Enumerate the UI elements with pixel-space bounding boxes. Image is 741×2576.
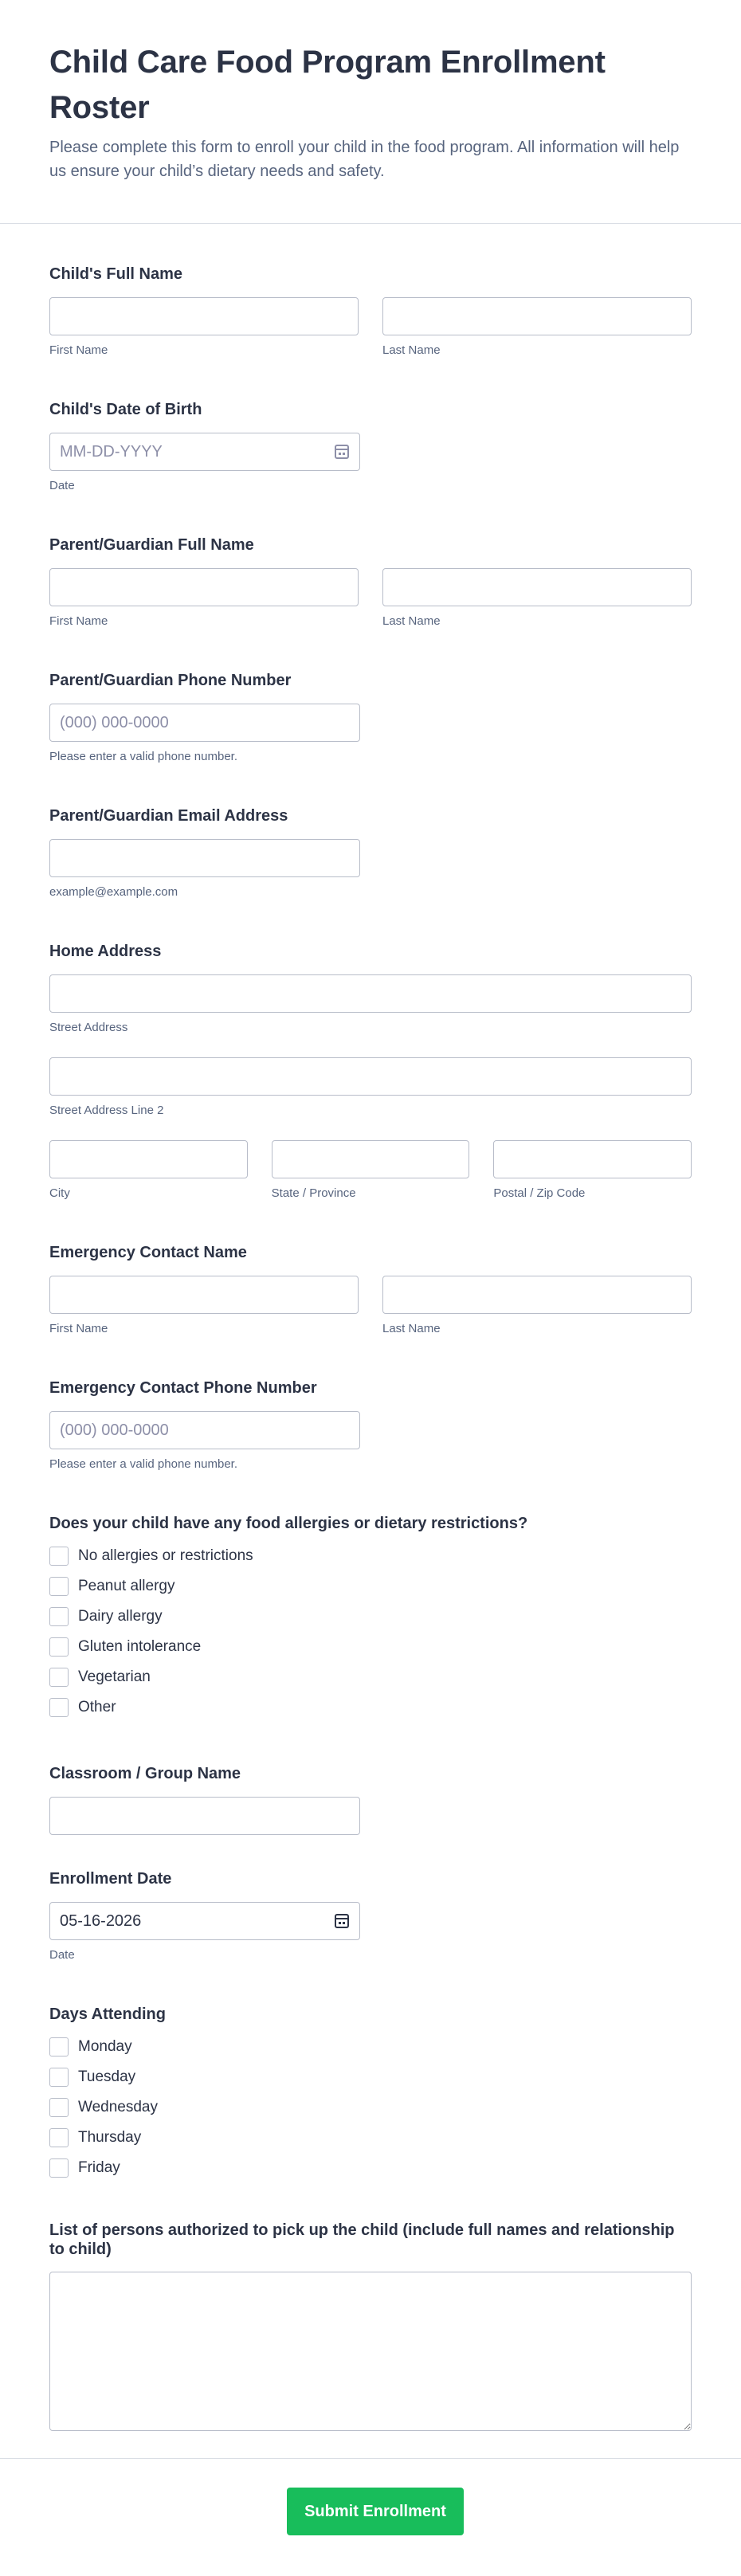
allergy-option-label: Peanut allergy — [78, 1578, 175, 1594]
emergency-phone-input[interactable] — [49, 1411, 360, 1449]
day-option-label: Tuesday — [78, 2068, 136, 2085]
allergy-option-label: Vegetarian — [78, 1668, 151, 1685]
calendar-icon[interactable] — [335, 1914, 349, 1928]
allergy-option[interactable] — [49, 1698, 692, 1717]
parent-email-input[interactable] — [49, 839, 360, 877]
emergency-first-name-input[interactable] — [49, 1276, 359, 1314]
child-name-field — [49, 264, 692, 358]
street-address-input[interactable] — [49, 974, 692, 1013]
child-name-label: Child's Full Name — [49, 265, 183, 283]
days-options — [49, 2037, 692, 2178]
allergy-option[interactable] — [49, 1607, 692, 1626]
parent-first-name-sublabel: First Name — [49, 614, 108, 628]
allergy-option[interactable] — [49, 1668, 692, 1687]
allergy-option-label: Dairy allergy — [78, 1608, 163, 1625]
calendar-icon[interactable] — [335, 445, 349, 459]
days-attending-field — [49, 2004, 692, 2178]
parent-name-field — [49, 535, 692, 629]
home-address-field — [49, 941, 692, 1201]
day-option[interactable] — [49, 2037, 692, 2056]
zip-input[interactable] — [493, 1140, 692, 1178]
classroom-label: Classroom / Group Name — [49, 1765, 241, 1782]
child-dob-label: Child's Date of Birth — [49, 401, 202, 418]
form-body — [0, 224, 741, 2431]
allergy-option[interactable] — [49, 1637, 692, 1657]
allergies-options — [49, 1547, 692, 1717]
allergy-checkbox[interactable] — [49, 1577, 69, 1596]
allergy-option[interactable] — [49, 1577, 692, 1596]
submit-enrollment-button[interactable]: Submit Enrollment — [287, 2488, 464, 2535]
parent-email-sublabel: example@example.com — [49, 885, 178, 899]
child-first-name-input[interactable] — [49, 297, 359, 335]
pickup-persons-field — [49, 2221, 692, 2431]
parent-phone-sublabel: Please enter a valid phone number. — [49, 750, 237, 763]
state-sublabel: State / Province — [271, 1186, 356, 1200]
parent-phone-label: Parent/Guardian Phone Number — [49, 672, 292, 689]
parent-name-label: Parent/Guardian Full Name — [49, 536, 254, 554]
day-option-label: Wednesday — [78, 2099, 158, 2115]
form-header — [0, 0, 741, 224]
state-input[interactable] — [272, 1140, 470, 1178]
child-last-name-input[interactable] — [382, 297, 692, 335]
emergency-name-label: Emergency Contact Name — [49, 1244, 247, 1261]
day-option[interactable] — [49, 2068, 692, 2087]
allergy-option-label: Gluten intolerance — [78, 1638, 202, 1655]
emergency-last-name-input[interactable] — [382, 1276, 692, 1314]
allergy-option[interactable] — [49, 1547, 692, 1566]
day-checkbox[interactable] — [49, 2037, 69, 2056]
enrollment-date-input[interactable] — [49, 1902, 360, 1940]
emergency-last-name-sublabel: Last Name — [382, 1322, 441, 1335]
street-address-line2-sublabel: Street Address Line 2 — [49, 1104, 164, 1117]
child-first-name-sublabel: First Name — [49, 343, 108, 357]
day-checkbox[interactable] — [49, 2098, 69, 2117]
street-address-sublabel: Street Address — [49, 1021, 128, 1034]
classroom-input[interactable] — [49, 1797, 360, 1835]
allergy-option-label: No allergies or restrictions — [78, 1547, 253, 1564]
child-last-name-sublabel: Last Name — [382, 343, 441, 357]
allergies-label: Does your child have any food allergies or dietary restrictions? — [49, 1515, 528, 1532]
day-option[interactable] — [49, 2098, 692, 2117]
day-option[interactable] — [49, 2158, 692, 2178]
enrollment-date-field — [49, 1868, 692, 1962]
parent-email-field — [49, 806, 692, 900]
day-option-label: Monday — [78, 2038, 132, 2055]
child-dob-sublabel: Date — [49, 479, 75, 492]
emergency-phone-sublabel: Please enter a valid phone number. — [49, 1457, 237, 1471]
pickup-persons-label: List of persons authorized to pick up the child (include full names and relationship to child) — [49, 2221, 675, 2258]
parent-last-name-input[interactable] — [382, 568, 692, 606]
allergy-checkbox[interactable] — [49, 1637, 69, 1657]
street-address-line2-input[interactable] — [49, 1057, 692, 1096]
day-checkbox[interactable] — [49, 2128, 69, 2147]
days-attending-label: Days Attending — [49, 2006, 166, 2023]
city-sublabel: City — [49, 1186, 70, 1200]
city-input[interactable] — [49, 1140, 248, 1178]
enrollment-date-sublabel: Date — [49, 1948, 75, 1962]
parent-last-name-sublabel: Last Name — [382, 614, 441, 628]
allergy-option-label: Other — [78, 1699, 116, 1715]
form-subtitle: Please complete this form to enroll your child in the food program. All information will help us ensure your child’s dietary needs and safety. — [49, 139, 680, 180]
form-footer — [0, 2458, 741, 2576]
day-checkbox[interactable] — [49, 2068, 69, 2087]
day-option-label: Thursday — [78, 2129, 142, 2146]
classroom-field — [49, 1763, 692, 1835]
child-dob-input[interactable] — [49, 433, 360, 471]
allergies-field — [49, 1513, 692, 1717]
emergency-phone-field — [49, 1378, 692, 1472]
emergency-name-field — [49, 1242, 692, 1336]
home-address-label: Home Address — [49, 943, 162, 960]
parent-phone-input[interactable] — [49, 704, 360, 742]
allergy-checkbox[interactable] — [49, 1607, 69, 1626]
day-checkbox[interactable] — [49, 2158, 69, 2178]
child-dob-field — [49, 399, 692, 493]
day-option[interactable] — [49, 2128, 692, 2147]
parent-first-name-input[interactable] — [49, 568, 359, 606]
allergy-checkbox[interactable] — [49, 1698, 69, 1717]
parent-phone-field — [49, 670, 692, 764]
enrollment-date-label: Enrollment Date — [49, 1870, 172, 1888]
allergy-checkbox[interactable] — [49, 1668, 69, 1687]
emergency-first-name-sublabel: First Name — [49, 1322, 108, 1335]
zip-sublabel: Postal / Zip Code — [493, 1186, 586, 1200]
allergy-checkbox[interactable] — [49, 1547, 69, 1566]
emergency-phone-label: Emergency Contact Phone Number — [49, 1379, 317, 1397]
day-option-label: Friday — [78, 2159, 120, 2176]
pickup-persons-textarea[interactable] — [49, 2272, 692, 2431]
form-title: Child Care Food Program Enrollment Roster — [49, 45, 606, 125]
parent-email-label: Parent/Guardian Email Address — [49, 807, 288, 825]
